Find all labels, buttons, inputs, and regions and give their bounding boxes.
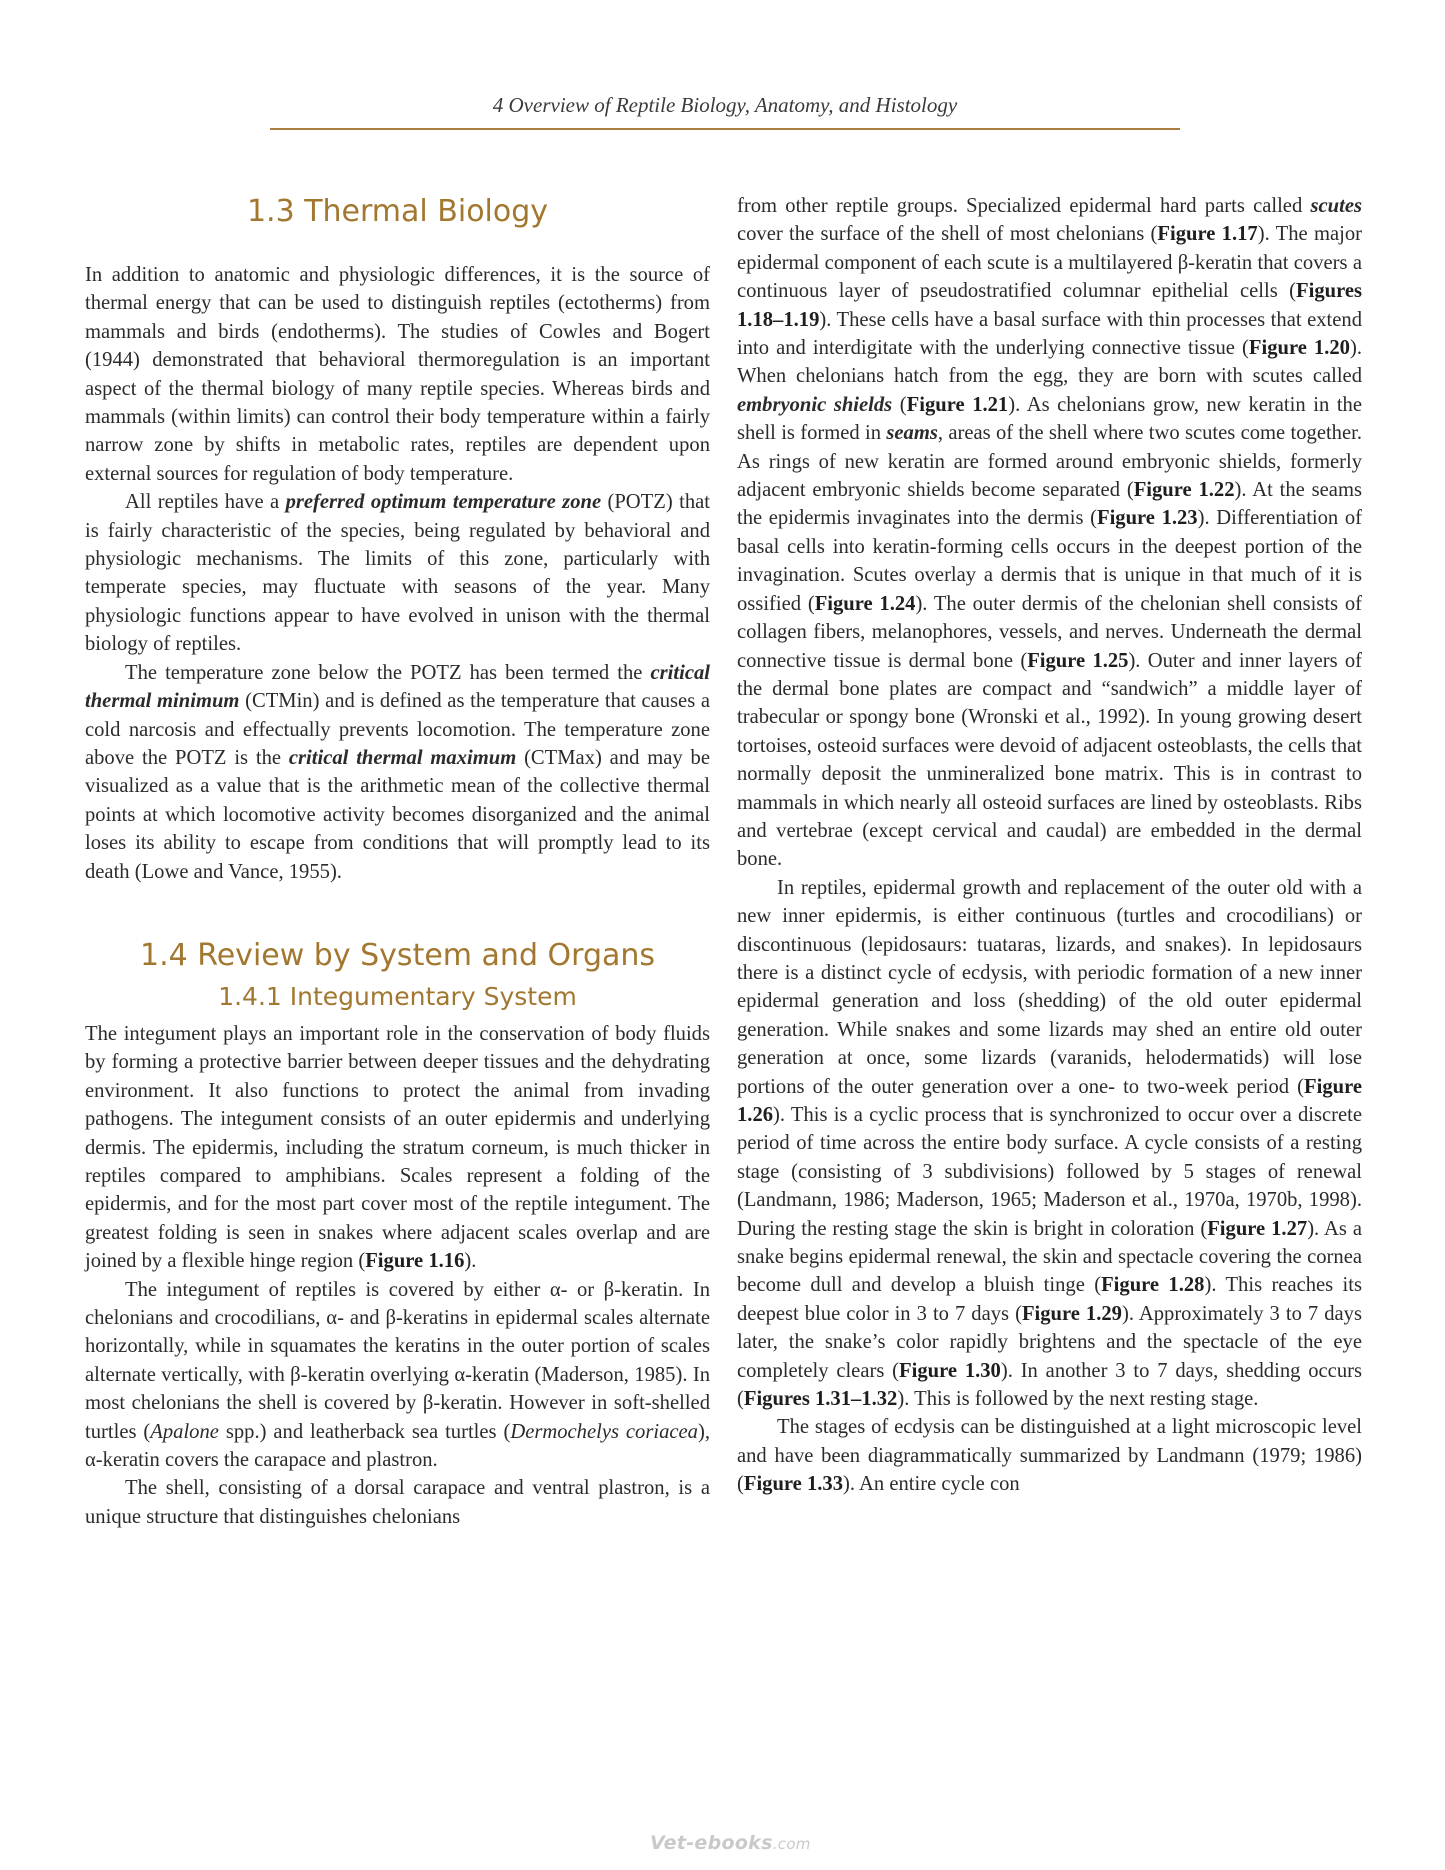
section-title-thermal-biology: 1.3 Thermal Biology [246, 194, 549, 229]
paragraph: The shell, consisting of a dorsal carapace and ventral plastron, is a unique structure that distinguishes chelonians [85, 1477, 710, 1528]
paragraph: The integument plays an important role in the conservation of body fluids by forming a protective barrier between deeper tissues and the dehydrating environment. It also functions to protect the animal from invading pathogens. The integument consists of an outer epidermis and underlying dermis. The epidermis, including the stratum corneum, is much thicker in reptiles compared to amphibians. Scales represent a folding of the epidermis, and for the most part cover most of the reptile integument. The greatest folding is seen in snakes where adjacent scales overlap and are joined by a flexible hinge region (Figure 1.16). [85, 1022, 710, 1273]
header-rule [270, 128, 1180, 130]
left-column [85, 192, 710, 1531]
paragraph: In addition to anatomic and physiologic differences, it is the source of thermal energy that can be used to distinguish reptiles (ectotherms) from mammals and birds (endotherms). The studies of Cowles and Bogert (1944) demonstrated that behavioral thermoregulation is an important aspect of the thermal biology of many reptile species. Whereas birds and mammals (within limits) can control their body temperature within a fairly narrow zone by shifts in metabolic rates, reptiles are dependent upon external sources for regulation of body temperature. [85, 264, 710, 485]
paragraph: In reptiles, epidermal growth and replacement of the outer old with a new inner epidermis, is either continuous (turtles and crocodilians) or discontinuous (lepidosaurs: tuataras, lizards, and snakes). In lepidosaurs there is a distinct cycle of ecdysis, with periodic formation of a new inner epidermal generation and loss (shedding) of the old outer epidermal generation. While snakes and some lizards may shed an entire old outer generation at once, some lizards (varanids, helodermatids) will lose portions of the outer generation over a one- to two-week period (Figure 1.26). This is a cyclic process that is synchronized to occur over a discrete period of time across the entire body surface. A cycle consists of a resting stage (consisting of 3 subdivisions) followed by 5 stages of renewal (Landmann, 1986; Maderson, 1965; Maderson et al., 1970a, 1970b, 1998). During the resting stage the skin is bright in coloration (Figure 1.27). As a snake begins epidermal renewal, the skin and spectacle covering the cornea become dull and develop a bluish tinge (Figure 1.28). This reaches its deepest blue color in 3 to 7 days (Figure 1.29). Approximately 3 to 7 days later, the snake’s color rapidly brightens and the spectacle of the eye completely clears (Figure 1.30). In another 3 to 7 days, shedding occurs (Figures 1.31–1.32). This is followed by the next resting stage. [737, 876, 1363, 1411]
paragraph: from other reptile groups. Specialized epidermal hard parts called scutes cover the surface of the shell of most chelonians (Figure 1.17). The major epidermal component of each scute is a multilayered β-keratin that covers a continuous layer of pseudostratified columnar epithelial cells (Figures 1.18–1.19). These cells have a basal surface with thin processes that extend into and interdigitate with the underlying connective tissue (Figure 1.20). When chelonians hatch from the egg, they are born with scutes called embryonic shields (Figure 1.21). As chelonians grow, new keratin in the shell is formed in seams, areas of the shell where two scutes come together. As rings of new keratin are formed around embryonic shields, formerly adjacent embryonic shields become separated (Figure 1.22). At the seams the epidermis invaginates into the dermis (Figure 1.23). Differentiation of basal cells into keratin-forming cells occurs in the deepest portion of the invagination. Scutes overlay a dermis that is unique in that much of it is ossified (Figure 1.24). The outer dermis of the chelonian shell consists of collagen fibers, melanophores, vessels, and nerves. Underneath the dermal connective tissue is dermal bone (Figure 1.25). Outer and inner layers of the dermal bone plates are compact and “sandwich” a middle layer of trabecular or spongy bone (Wronski et al., 1992). In young growing desert tortoises, osteoid surfaces were devoid of adjacent osteoblasts, the cells that normally deposit the unmineralized bone matrix. This is in contrast to mammals in which nearly all osteoid surfaces are lined by osteoblasts. Ribs and vertebrae (except cervical and caudal) are embedded in the dermal bone. [737, 195, 1363, 871]
section-title-review-by-system: 1.4 Review by System and Organs [139, 937, 656, 973]
right-column [737, 192, 1362, 1499]
paragraph: All reptiles have a preferred optimum temperature zone (POTZ) that is fairly characteristic of the species, being regulated by behavioral and physiologic mechanisms. The limits of this zone, particularly with temperate species, may fluctuate with seasons of the year. Many physiologic functions appear to have evolved in unison with the thermal biology of reptiles. [85, 491, 710, 656]
paragraph: The temperature zone below the POTZ has been termed the critical thermal minimum (CTMin) and is defined as the temperature that causes a cold narcosis and effectually prevents locomotion. The temperature zone above the POTZ is the critical thermal maximum (CTMax) and may be visualized as a value that is the arithmetic mean of the collective thermal points at which locomotive activity becomes disorganized and the animal loses its ability to escape from conditions that will promptly lead to its death (Lowe and Vance, 1955). [85, 661, 711, 883]
paragraph: The integument of reptiles is covered by either α- or β-keratin. In chelonians and crocodilians, α- and β-keratins in epidermal scales alternate horizontally, while in squamates the keratins in the outer portion of scales alternate vertically, with β-keratin overlying α-keratin (Maderson, 1985). In most chelonians the shell is covered by β-keratin. However in soft-shelled turtles (Apalone spp.) and leatherback sea turtles (Dermochelys coriacea), α-keratin covers the carapace and plastron. [85, 1278, 710, 1472]
watermark: Vet-ebooks.com [650, 1832, 811, 1854]
running-head: 4 Overview of Reptile Biology, Anatomy, and Histology [492, 93, 958, 117]
subsection-title-integumentary: 1.4.1 Integumentary System [218, 981, 577, 1011]
paragraph: The stages of ecdysis can be distinguished at a light microscopic level and have been diagrammatically summarized by Landmann (1979; 1986) (Figure 1.33). An entire cycle con [737, 1416, 1362, 1496]
